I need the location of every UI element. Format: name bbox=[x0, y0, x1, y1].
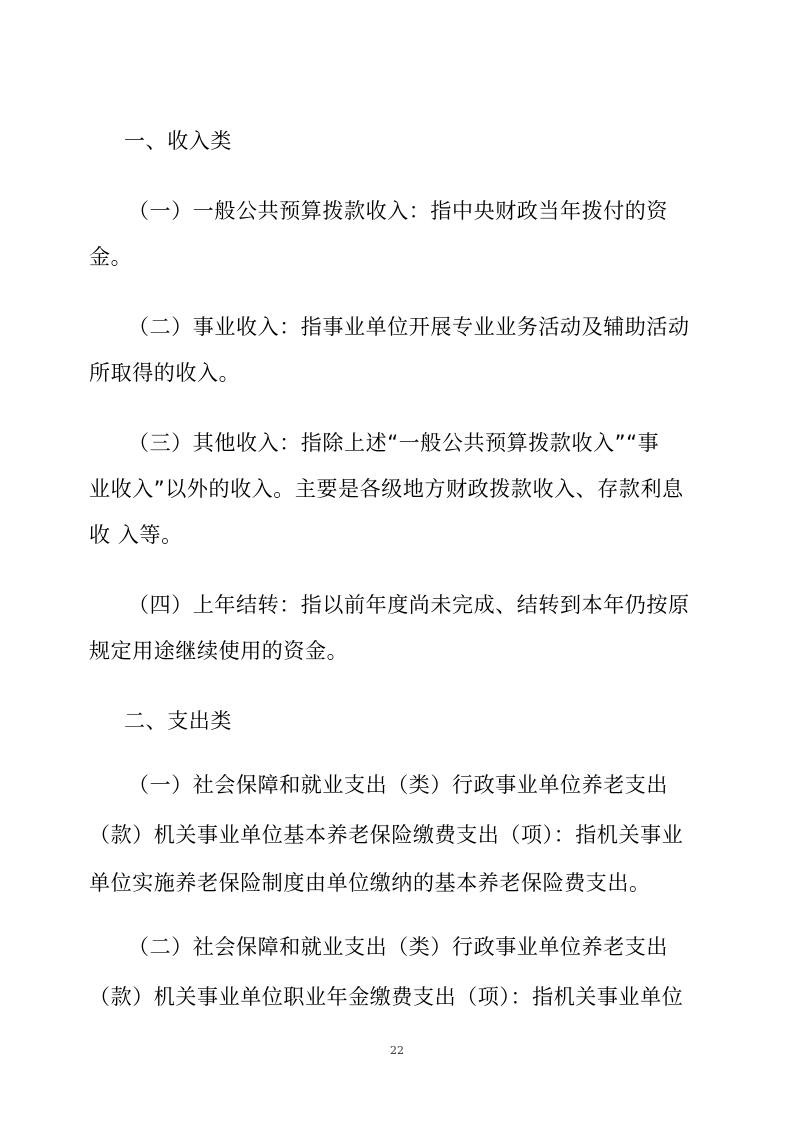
section-heading-expenditure: 二、支出类 bbox=[124, 709, 232, 733]
income-item-4-line-2: 规定用途继续使用的资金。 bbox=[89, 639, 349, 663]
expenditure-item-1-line-3: 单位实施养老保险制度由单位缴纳的基本养老保险费支出。 bbox=[89, 871, 651, 895]
page-number: 22 bbox=[390, 1044, 404, 1057]
income-item-1-line-1: （一）一般公共预算拨款收入：指中央财政当年拨付的资 bbox=[128, 199, 668, 223]
section-heading-income: 一、收入类 bbox=[124, 129, 232, 153]
income-item-4-line-1: （四）上年结转：指以前年度尚未完成、结转到本年仍按原 bbox=[128, 593, 690, 617]
expenditure-item-1-line-1: （一）社会保障和就业支出（类）行政事业单位养老支出 bbox=[128, 773, 668, 797]
income-item-3-line-3: 收 入等。 bbox=[89, 523, 183, 547]
expenditure-item-2-line-2: （款）机关事业单位职业年金缴费支出（项）：指机关事业单位 bbox=[89, 985, 684, 1009]
income-item-2-line-1: （二）事业收入：指事业单位开展专业业务活动及辅助活动 bbox=[128, 315, 690, 339]
expenditure-item-1-line-2: （款）机关事业单位基本养老保险缴费支出（项）：指机关事业 bbox=[89, 823, 684, 847]
expenditure-item-2-line-1: （二）社会保障和就业支出（类）行政事业单位养老支出 bbox=[128, 935, 668, 959]
income-item-3-line-2: 业收入”以外的收入。主要是各级地方财政拨款收入、存款利息 bbox=[89, 477, 684, 501]
income-item-2-line-2: 所取得的收入。 bbox=[89, 361, 241, 385]
income-item-3-line-1: （三）其他收入：指除上述“一般公共预算拨款收入”“事 bbox=[128, 431, 660, 455]
income-item-1-line-2: 金。 bbox=[89, 245, 133, 269]
